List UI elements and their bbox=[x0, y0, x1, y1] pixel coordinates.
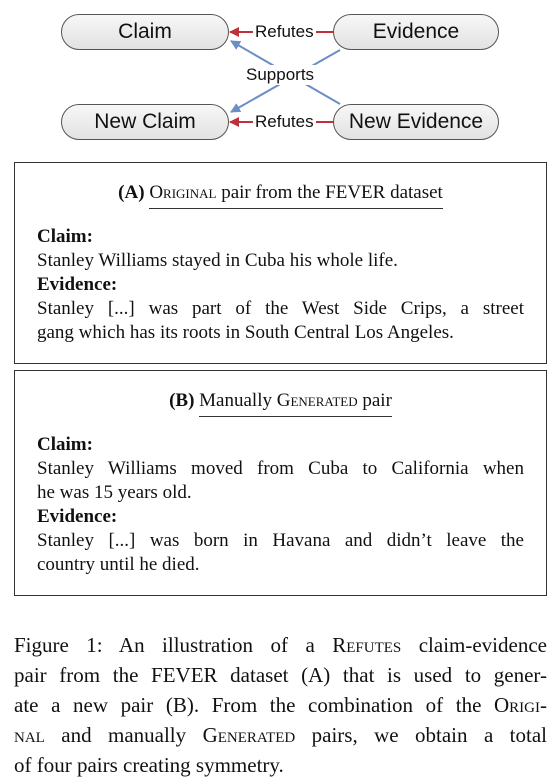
evidence-node-label: Evidence bbox=[372, 20, 460, 43]
caption-line-5: of four pairs creating symmetry. bbox=[14, 753, 284, 777]
panel-a-evidence-label: Evidence: bbox=[37, 274, 118, 295]
panel-b-claim-line-1: Stanley Williams moved from Cuba to California when bbox=[37, 458, 524, 479]
caption-line-4: nal and manually Generated pairs, we obtain a total bbox=[14, 723, 548, 747]
caption-line-1: Figure 1: An illustration of a Refutes claim-evidence bbox=[14, 633, 547, 657]
new-claim-node bbox=[61, 104, 229, 140]
panel-a-evidence-line-2: gang which has its roots in South Central Los Angeles. bbox=[37, 322, 454, 343]
panel-b-evidence-line-2: country until he died. bbox=[37, 554, 200, 575]
caption-line-3: ate a new pair (B). From the combination of the Origi- bbox=[14, 693, 547, 717]
claim-node-label: Claim bbox=[118, 20, 172, 43]
supports-label: Supports bbox=[246, 65, 315, 84]
claim-evidence-diagram bbox=[0, 0, 559, 160]
refutes-top-label: Refutes bbox=[255, 22, 314, 41]
caption-line-2: pair from the FEVER dataset (A) that is used to gener- bbox=[14, 663, 547, 687]
new-claim-node-label: New Claim bbox=[94, 110, 196, 133]
panel-original-pair bbox=[14, 162, 547, 364]
refutes-bottom-label: Refutes bbox=[255, 112, 314, 131]
panel-a-evidence-line-1: Stanley [...] was part of the West Side Crips, a street bbox=[37, 298, 524, 319]
panel-a-claim-label: Claim: bbox=[37, 226, 93, 247]
panel-b-claim-line-2: he was 15 years old. bbox=[37, 482, 192, 503]
panel-generated-pair bbox=[14, 370, 547, 596]
new-evidence-node bbox=[333, 104, 499, 140]
evidence-node bbox=[333, 14, 499, 50]
panel-a-claim-text: Stanley Williams stayed in Cuba his whole life. bbox=[37, 250, 398, 271]
panel-b-evidence-label: Evidence: bbox=[37, 506, 118, 527]
panel-b-evidence-line-1: Stanley [...] was born in Havana and didn’t leave the bbox=[37, 530, 524, 551]
panel-b-title: (B) Manually Generated pair bbox=[37, 389, 524, 417]
panel-a-title: (A) Original pair from the FEVER dataset bbox=[37, 181, 524, 209]
new-evidence-node-label: New Evidence bbox=[348, 110, 484, 133]
figure-caption bbox=[14, 630, 547, 780]
panel-b-claim-label: Claim: bbox=[37, 434, 93, 455]
claim-node bbox=[61, 14, 229, 50]
